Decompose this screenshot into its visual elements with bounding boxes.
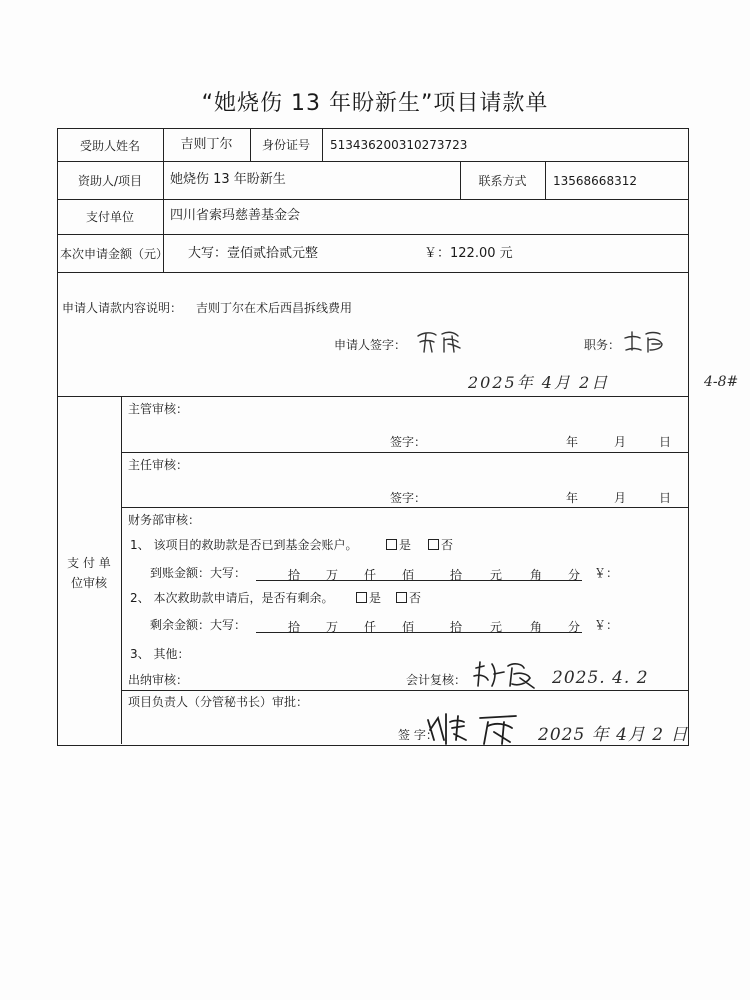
- cashier-review-label: 出纳审核：: [128, 673, 189, 687]
- applicant-signature: [414, 328, 466, 354]
- unit: 万: [326, 568, 339, 582]
- position-signature: [622, 328, 666, 354]
- page-title: “她烧伤 13 年盼新生”项目请款单: [201, 91, 549, 116]
- q2-yes-option[interactable]: 是: [356, 591, 381, 605]
- amount-number: ￥：122.00 元: [424, 246, 513, 261]
- row-divider: [57, 396, 688, 397]
- payer-value: 四川省索玛慈善基金会: [170, 208, 301, 223]
- applicant-date: 2025年 4月 2日: [468, 373, 610, 392]
- col-divider: [545, 161, 546, 199]
- unit: 佰: [402, 568, 415, 582]
- unit: 佰: [402, 620, 415, 634]
- unit: 角: [530, 620, 543, 634]
- unit: 分: [568, 620, 581, 634]
- accountant-signature: [470, 660, 540, 690]
- remaining-amount-label: 剩余金额：大写：: [150, 618, 247, 632]
- unit: 万: [326, 620, 339, 634]
- question-2: 2、 本次救助款申请后，是否有剩余。: [130, 591, 334, 605]
- accountant-review-label: 会计复核：: [406, 673, 467, 687]
- accountant-date: 2025. 4. 2: [552, 668, 649, 688]
- name-value: 吉则丁尔: [180, 137, 233, 152]
- contact-value: 13568668312: [553, 174, 637, 188]
- project-label: 资助人/项目: [77, 174, 143, 188]
- row-divider: [121, 690, 688, 691]
- payer-label: 支付单位: [85, 210, 134, 224]
- row-divider: [57, 234, 688, 235]
- director-year: 年: [566, 491, 579, 505]
- unit: 仟: [364, 620, 377, 634]
- unit: 角: [530, 568, 543, 582]
- row-divider: [57, 161, 688, 162]
- director-sign-label: 签字：: [390, 491, 427, 505]
- received-yen: ￥：: [594, 566, 619, 580]
- position-label: 职务：: [584, 338, 621, 352]
- q1-no-option[interactable]: 否: [428, 538, 453, 552]
- col-divider: [322, 128, 323, 161]
- q1-yes-checkbox[interactable]: [386, 539, 397, 550]
- description-text: 吉则丁尔在术后西昌拆线费用: [196, 301, 353, 315]
- project-value: 她烧伤 13 年盼新生: [170, 172, 286, 187]
- unit: 拾: [450, 620, 463, 634]
- final-date: 2025 年 4月 2 日: [538, 725, 689, 745]
- payer-review-side-label: 支 付 单 位审核: [67, 556, 111, 590]
- q1-no-checkbox[interactable]: [428, 539, 439, 550]
- row-divider: [57, 199, 688, 200]
- finance-review-label: 财务部审核：: [128, 513, 201, 527]
- id-value: 513436200310273723: [330, 138, 468, 152]
- id-label: 身份证号: [261, 138, 310, 152]
- director-month: 月: [614, 491, 627, 505]
- supervisor-review-label: 主管审核：: [128, 402, 189, 416]
- amount-label: 本次申请金额（元）: [60, 247, 169, 261]
- row-divider: [57, 272, 688, 273]
- manager-approval-label: 项目负责人（分管秘书长）审批：: [128, 695, 309, 709]
- manager-signature: [424, 710, 534, 746]
- supervisor-sign-label: 签字：: [390, 435, 427, 449]
- received-amount-label: 到账金额：大写：: [150, 566, 247, 580]
- q2-no-option[interactable]: 否: [396, 591, 421, 605]
- amount-upper: 大写：壹佰贰拾贰元整: [188, 246, 319, 261]
- name-label: 受助人姓名: [79, 139, 140, 153]
- director-day: 日: [659, 491, 672, 505]
- contact-label: 联系方式: [478, 174, 527, 188]
- q2-yes-checkbox[interactable]: [356, 592, 367, 603]
- unit: 拾: [288, 620, 301, 634]
- director-review-label: 主任审核：: [128, 458, 189, 472]
- question-1: 1、 该项目的救助款是否已到基金会账户。: [130, 538, 358, 552]
- row-divider: [121, 452, 688, 453]
- unit: 元: [490, 620, 503, 634]
- q2-no-checkbox[interactable]: [396, 592, 407, 603]
- unit: 拾: [450, 568, 463, 582]
- final-sign-label: 签 字：: [398, 728, 438, 742]
- question-3: 3、 其他：: [130, 647, 190, 661]
- col-divider: [121, 396, 122, 744]
- unit: 拾: [288, 568, 301, 582]
- applicant-sign-label: 申请人签字：: [334, 338, 407, 352]
- description-label: 申请人请款内容说明：: [62, 301, 183, 315]
- supervisor-day: 日: [659, 435, 672, 449]
- remaining-yen: ￥：: [594, 618, 619, 632]
- unit: 分: [568, 568, 581, 582]
- unit: 元: [490, 568, 503, 582]
- row-divider: [121, 507, 688, 508]
- unit: 仟: [364, 568, 377, 582]
- supervisor-month: 月: [614, 435, 627, 449]
- q1-yes-option[interactable]: 是: [386, 538, 411, 552]
- supervisor-year: 年: [566, 435, 579, 449]
- margin-note: 4-8#: [704, 374, 739, 390]
